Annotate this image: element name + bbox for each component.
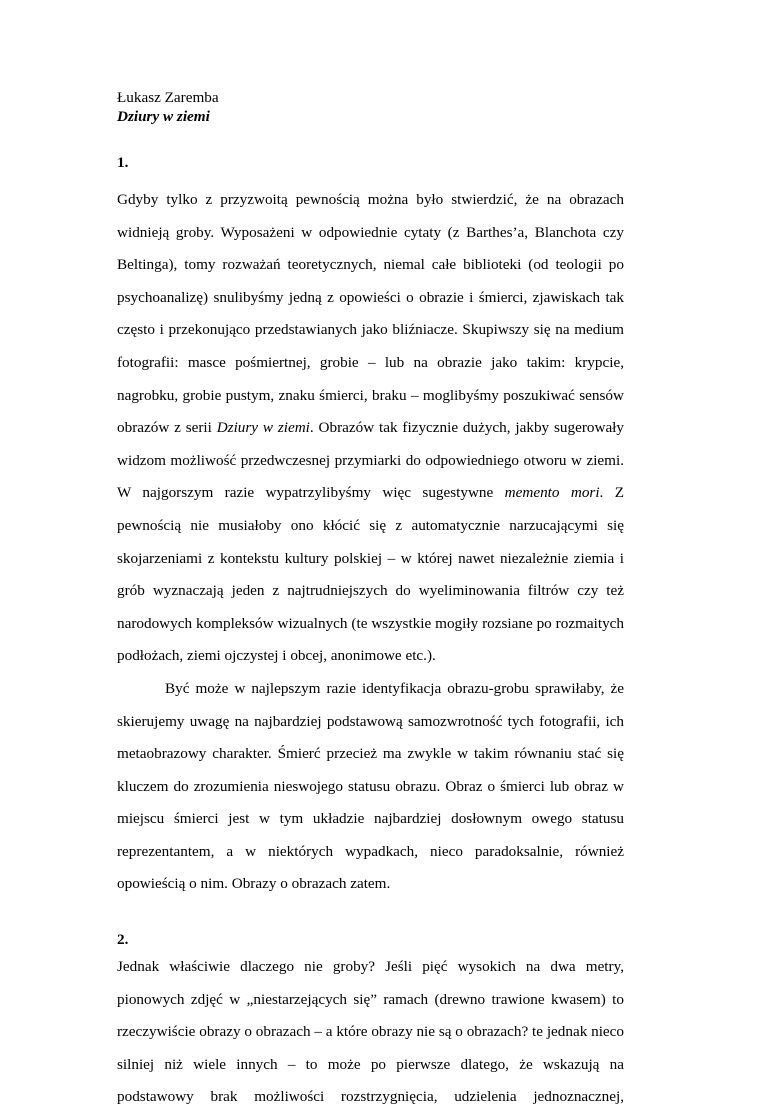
author-name: Łukasz Zaremba: [117, 89, 219, 106]
section-1-number: 1.: [117, 154, 129, 171]
memento-mori-italic: memento mori: [504, 484, 600, 502]
document-title: Dziury w ziemi: [117, 108, 210, 125]
document-page: [117, 88, 624, 1114]
section-2-number: 2.: [117, 931, 129, 949]
section-1-paragraph-1: [117, 184, 624, 673]
section-1-paragraph-2: Być może w najlepszym razie identyfikacja obrazu-grobu sprawiłaby, że skierujemy uwagę na najbardziej podstawową samozwrotność tych fotografii, ich metaobrazowy charakter. Śmierć przecież ma zwykle w takim równaniu stać się kluczem do zrozumienia nieswojego statusu obrazu. Obraz o śmierci lub obraz w miejscu śmierci jest w tym układzie najbardziej dosłownym owego statusu reprezentantem, a w niektórych wypadkach, nieco paradoksalnie, również opowieścią o nim. Obrazy o obrazach zatem.: [117, 679, 624, 893]
paragraph-text: Gdyby tylko z przyzwoitą pewnością można było stwierdzić, że na obrazach widnieją groby. Wyposażeni w odpowiednie cytaty (z Barthes’a, Blanchota czy Beltinga), tomy rozważań teoretycznych, niemal całe biblioteki (od teologii po psychoanalizę) snulibyśmy jedną z opowieści o obrazie i śmierci, zjawiskach tak często i przekonująco przedstawianych jako bliźniacze. Skupiwszy się na medium fotografii: masce pośmiertnej, grobie – lub na obrazie jako takim: krypcie, nagrobku, grobie pustym, znaku śmierci, braku – moglibyśmy poszukiwać sensów obrazów z serii: [117, 191, 624, 437]
paragraph-text: . Z pewnością nie musiałoby ono kłócić się z automatycznie narzucającymi się skojarzeniami z kontekstu kultury polskiej – w której nawet niezależnie ziemia i grób wyznaczają jeden z najtrudniejszych do wyeliminowania filtrów czy też narodowych kompleksów wizualnych (te wszystkie mogiły rozsiane po rozmaitych podłożach, ziemi ojczystej i obcej, anonimowe etc.).: [117, 484, 624, 665]
paragraph-text: . Obrazów tak fizycznie dużych, jakby sugerowały widzom możliwość przedwczesnej przymiarki do odpowiedniego otworu w ziemi. W najgorszym razie wypatrzylibyśmy więc sugestywne: [117, 419, 624, 502]
series-title-italic: Dziury w ziemi: [216, 419, 310, 437]
section-2-paragraph-1: Jednak właściwie dlaczego nie groby? Jeśli pięć wysokich na dwa metry, pionowych zdjęć w „niestarzejących się” ramach (drewno trawione kwasem) to rzeczywiście obrazy o obrazach – a które obrazy nie są o obrazach? te jednak nieco silniej niż wiele innych – to może po pierwsze dlatego, że wskazują na podstawowy brak możliwości rozstrzygnięcia, udzielenia jednoznacznej,: [117, 958, 624, 1106]
